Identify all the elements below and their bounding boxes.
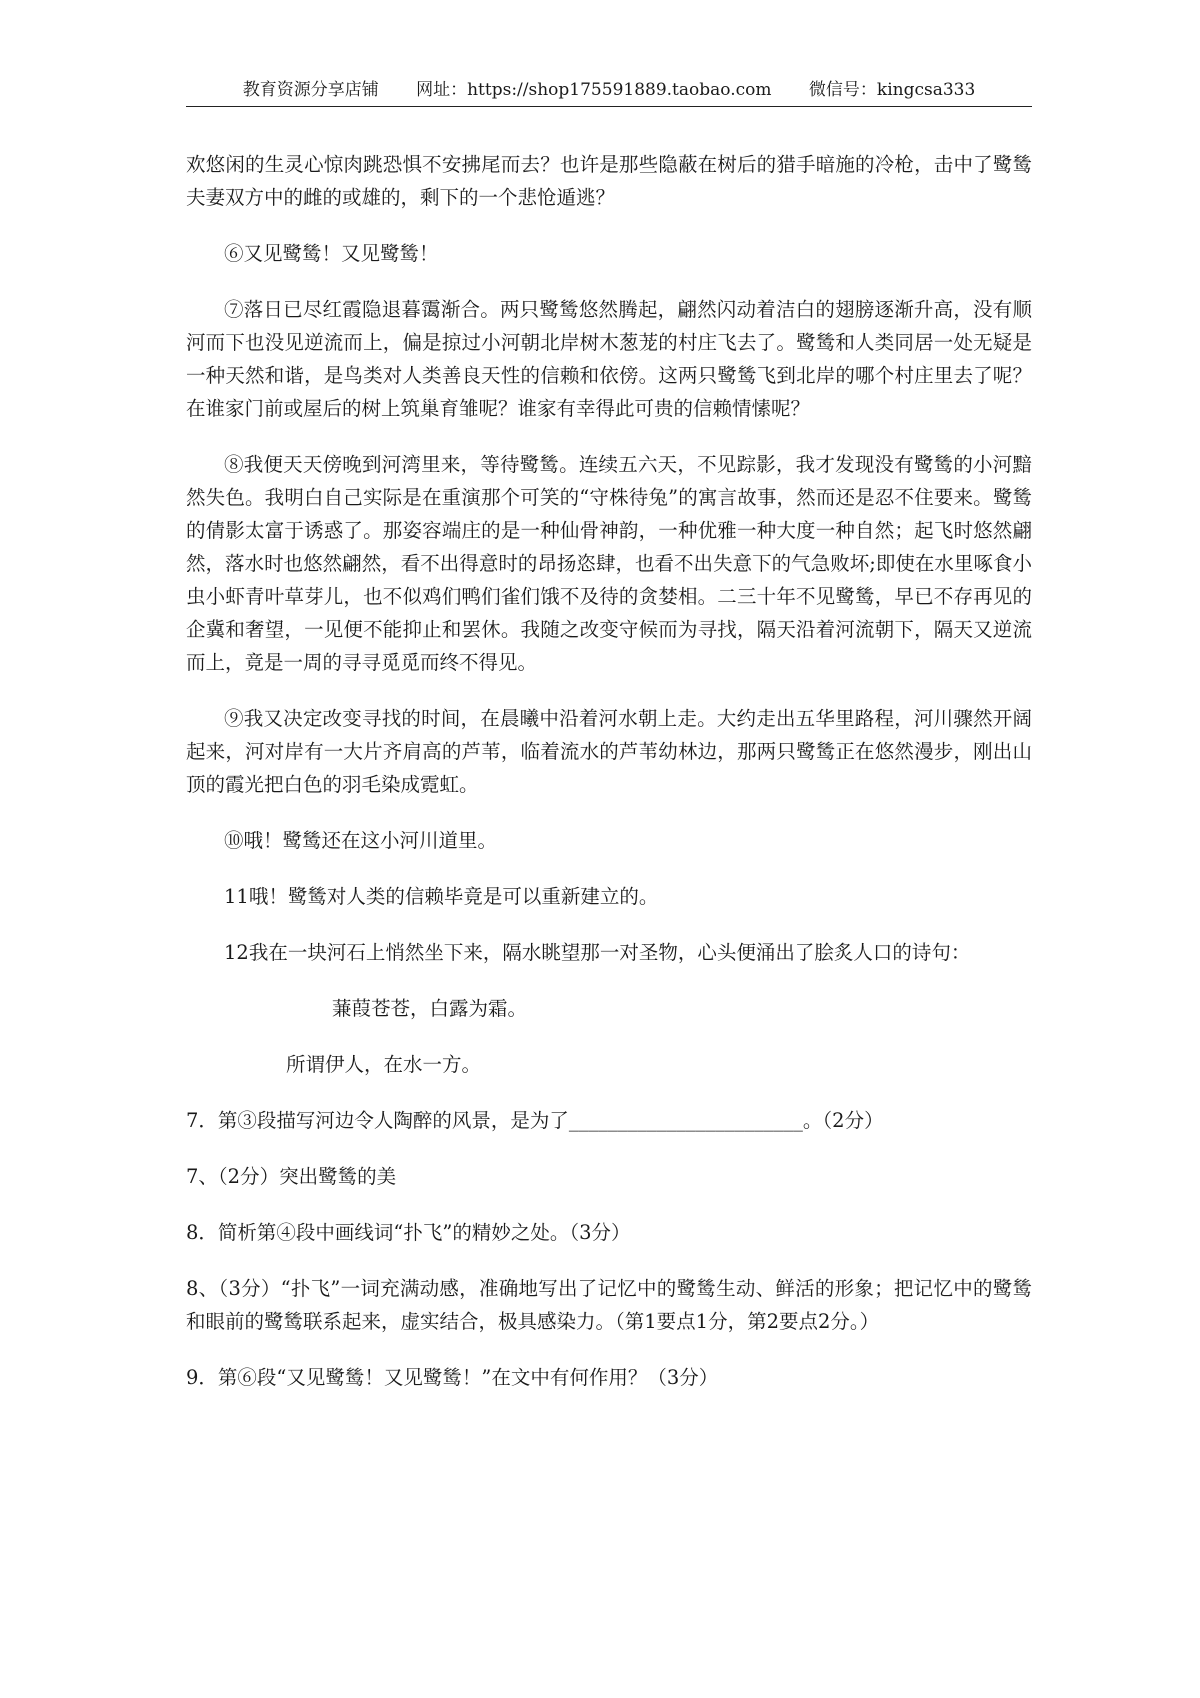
paragraph-9: ⑨我又决定改变寻找的时间，在晨曦中沿着河水朝上走。大约走出五华里路程，河川骤然开阔起来，河对岸有一大片齐肩高的芦苇，临着流水的芦苇幼林边，那两只鹭鸶正在悠然漫步，刚出山顶的霞光把白色的羽毛染成霓虹。 [186, 707, 1032, 796]
paragraph-7: ⑦落日已尽红霞隐退暮霭渐合。两只鹭鸶悠然腾起，翩然闪动着洁白的翅膀逐渐升高，没有顺河而下也没见逆流而上，偏是掠过小河朝北岸树木葱茏的村庄飞去了。鹭鸶和人类同居一处无疑是一种天然和谐，是鸟类对人类善良天性的信赖和依傍。这两只鹭鸶飞到北岸的哪个村庄里去了呢？在谁家门前或屋后的树上筑巢育雏呢？谁家有幸得此可贵的信赖情愫呢？ [186, 298, 1032, 420]
paragraph-12: 12我在一块河石上悄然坐下来，隔水眺望那一对圣物，心头便涌出了脍炙人口的诗句： [224, 941, 971, 964]
page-header [186, 78, 1032, 107]
paragraph-5-continued: 欢悠闲的生灵心惊肉跳恐惧不安拂尾而去？也许是那些隐蔽在树后的猎手暗施的冷枪，击中了鹭鸶夫妻双方中的雌的或雄的，剩下的一个悲怆遁逃？ [186, 153, 1032, 209]
answer-7: 7、（2分）突出鹭鸶的美 [186, 1165, 397, 1188]
document-body [186, 148, 1032, 1394]
answer-8: 8、（3分）“扑飞”一词充满动感，准确地写出了记忆中的鹭鸶生动、鲜活的形象；把记忆中的鹭鸶和眼前的鹭鸶联系起来，虚实结合，极具感染力。（第1要点1分，第2要点2分。） [186, 1277, 1032, 1333]
poem-line-1: 蒹葭苍苍，白露为霜。 [332, 997, 528, 1020]
paragraph-6: ⑥又见鹭鸶！又见鹭鸶！ [224, 242, 439, 265]
shop-name: 教育资源分享店铺 [242, 80, 379, 100]
paragraph-10: ⑩哦！鹭鸶还在这小河川道里。 [224, 829, 498, 852]
question-7: 7．第③段描写河边令人陶醉的风景，是为了________________________。（2分） [186, 1109, 884, 1132]
wechat-id: 微信号：kingcsa333 [808, 80, 976, 100]
poem-line-2: 所谓伊人，在水一方。 [286, 1053, 482, 1076]
question-9: 9．第⑥段“又见鹭鸶！又见鹭鸶！”在文中有何作用？（3分） [186, 1366, 719, 1389]
question-8: 8．简析第④段中画线词“扑飞”的精妙之处。（3分） [186, 1221, 631, 1244]
paragraph-11: 11哦！鹭鸶对人类的信赖毕竟是可以重新建立的。 [224, 885, 659, 908]
shop-url: 网址：https://shop175591889.taobao.com [416, 80, 772, 100]
paragraph-8: ⑧我便天天傍晚到河湾里来，等待鹭鸶。连续五六天，不见踪影，我才发现没有鹭鸶的小河黯然失色。我明白自己实际是在重演那个可笑的“守株待兔”的寓言故事，然而还是忍不住要来。鹭鸶的倩影太富于诱惑了。那姿容端庄的是一种仙骨神韵，一种优雅一种大度一种自然；起飞时悠然翩然，落水时也悠然翩然，看不出得意时的昂扬恣肆，也看不出失意下的气急败坏;即使在水里啄食小虫小虾青叶草芽儿，也不似鸡们鸭们雀们饿不及待的贪婪相。二三十年不见鹭鸶，早已不存再见的企冀和奢望，一见便不能抑止和罢休。我随之改变守候而为寻找，隔天沿着河流朝下，隔天又逆流而上，竟是一周的寻寻觅觅而终不得见。 [186, 453, 1032, 674]
